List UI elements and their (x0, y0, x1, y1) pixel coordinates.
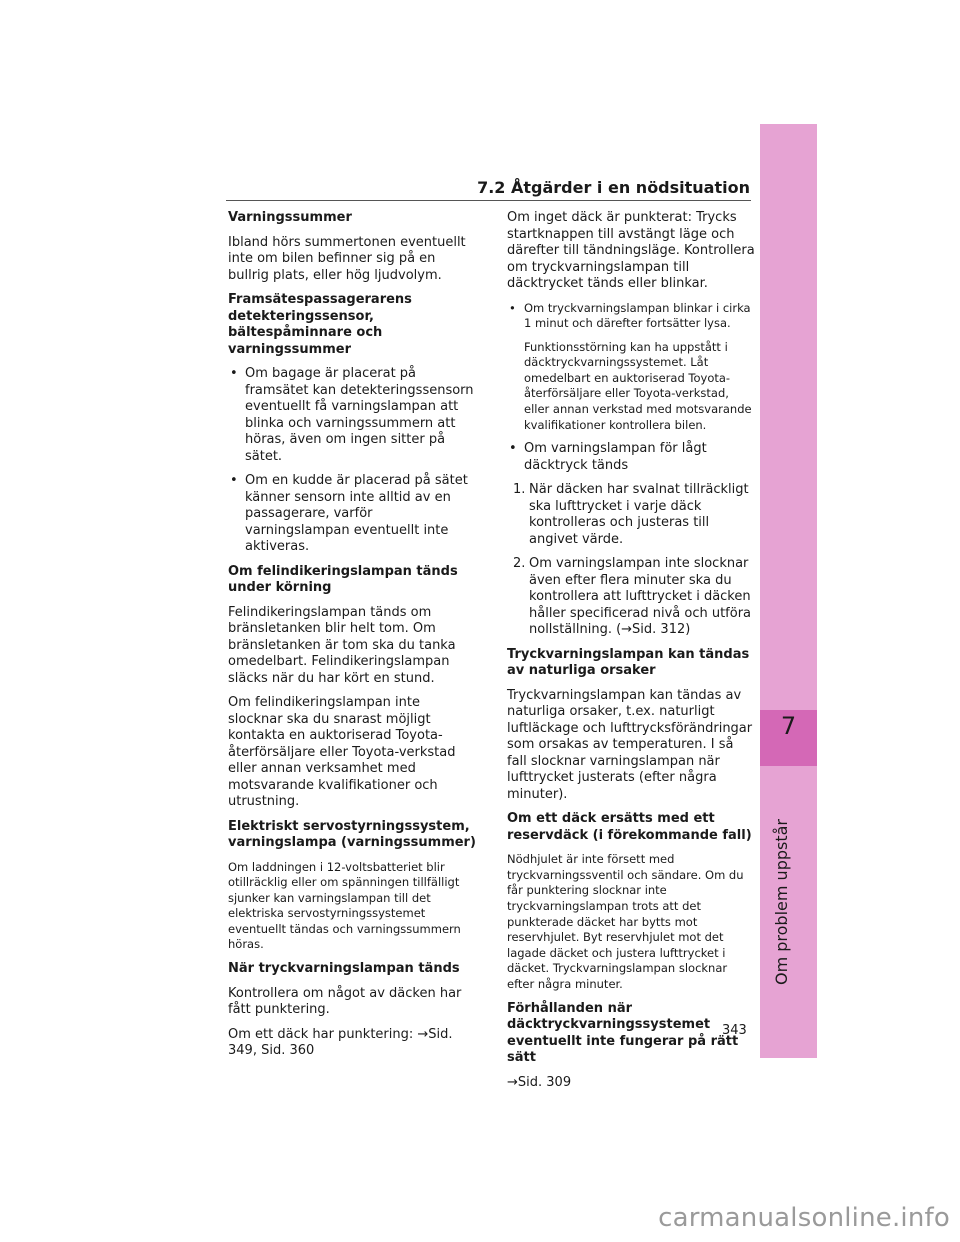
paragraph: Nödhjulet är inte försett med tryckvarningssventil och sändare. Om du får punktering slocknar inte tryckvarningslampan trots att det punkterade däcket har bytts mot reservhjulet. Byt reservhjulet mot det lagade däcket och justera lufttrycket i däcket. Tryckvarningslampan slocknar efter några minuter. (507, 852, 744, 991)
heading-varningssummer: Varningssummer (228, 210, 352, 225)
paragraph: Om inget däck är punkterat: Trycks startknappen till avstängt läge och därefter till tändningsläge. Kontrollera om tryckvarningslampan till däcktrycket tänds eller blinkar. (507, 210, 755, 291)
bullet-item: • Om en kudde är placerad på sätet känner sensorn inte alltid av en passagerare, varför varningslampan eventuellt inte aktiveras. (230, 473, 468, 554)
paragraph: Tryckvarningslampan kan tändas av naturliga orsaker, t.ex. naturligt luftläckage och lufttrycksförändringar som orsakas av temperaturen. I så fall slocknar varningslampan när lufttrycket justerats (efter några minuter). (507, 687, 753, 802)
chapter-title: Om problem uppstår (772, 819, 791, 985)
paragraph: Ibland hörs summertonen eventuellt inte om bilen befinner sig på en bullrig plats, eller hög ljudvolym. (228, 234, 466, 283)
heading-pressure-lamp: När tryckvarningslampan tänds (228, 961, 460, 977)
bullet-item: • Om bagage är placerat på framsätet kan detekteringssensorn eventuellt få varningslampan att blinka och varningssummern att höras, även om ingen sitter på sätet. (230, 366, 474, 464)
heading-natural-causes: Tryckvarningslampan kan tändas av naturliga orsaker (507, 646, 750, 679)
bullet-item: • Om tryckvarningslampan blinkar i cirka 1 minut och därefter fortsätter lysa. (509, 300, 751, 331)
paragraph: Om felindikeringslampan inte slocknar ska du snarast möjligt kontakta en auktoriserad Toyota-återförsäljare eller Toyota-verkstad eller annan verksamhet med motsvarande kvalifikationer och utrustning. (228, 695, 456, 809)
numbered-step: 1. När däcken har svalnat tillräckligt ska lufttrycket i varje däck kontrolleras och justeras till angivet värde. (513, 482, 749, 547)
numbered-step: 2. Om varningslampan inte slocknar även efter flera minuter ska du kontrollera att lufttrycket i däcken håller specificerad nivå och utföra nollställning. (→Sid. 312) (513, 556, 752, 638)
heading-system-conditions: Förhållanden när däcktryckvarningssystemet eventuellt inte fungerar på rätt sätt (507, 1000, 739, 1066)
page-number: 343 (722, 1023, 747, 1038)
header-divider (226, 200, 751, 201)
heading-passenger-sensor: Framsätespassagerarens detekteringssensor, bältespåminnare och varningssummer (228, 292, 412, 357)
chapter-number: 7 (780, 712, 797, 740)
right-column (507, 210, 755, 1099)
left-column (228, 210, 478, 1068)
heading-power-steering: Elektriskt servostyrningssystem, varningslampa (varningssummer) (228, 818, 476, 850)
paragraph: Kontrollera om något av däcken har fått punktering. (228, 985, 462, 1018)
paragraph-page-ref: Om ett däck har punktering: →Sid. 349, Sid. 360 (228, 1026, 453, 1059)
heading-malfunction-lamp: Om felindikeringslampan tänds under körning (228, 563, 458, 595)
bullet-sub-paragraph: Funktionsstörning kan ha uppstått i däcktryckvarningssystemet. Låt omedelbart en auktoriserad Toyota-återförsäljare eller Toyota-verkstad, eller annan verkstad med motsvarande kvalifikationer kontrollera bilen. (524, 339, 752, 432)
paragraph: Om laddningen i 12-voltsbatteriet blir otillräcklig eller om spänningen tillfälligt sjunker kan varningslampan till det elektriska servostyrningssystemet eventuellt tändas och varningssummern höras. (228, 859, 461, 952)
heading-spare-tire: Om ett däck ersätts med ett reservdäck (i förekommande fall) (507, 811, 752, 843)
bullet-item: • Om varningslampan för lågt däcktryck tänds (509, 441, 707, 473)
paragraph-page-ref: →Sid. 309 (507, 1074, 572, 1090)
watermark: carmanualsonline.info (658, 1203, 950, 1233)
paragraph: Felindikeringslampan tänds om bränsletanken blir helt tom. Om bränsletanken är tom ska du tanka omedelbart. Felindikeringslampan släcks när du har kört en stund. (228, 604, 456, 686)
section-header: 7.2 Åtgärder i en nödsituation (477, 178, 750, 197)
